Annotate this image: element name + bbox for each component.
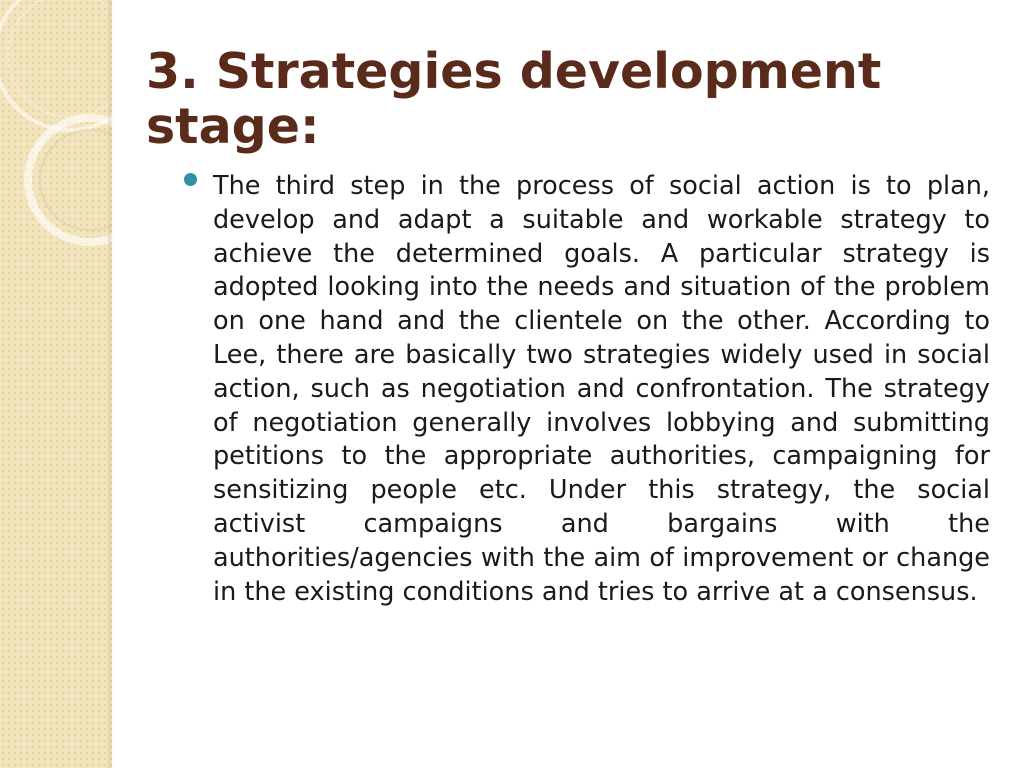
bullet-list xyxy=(180,170,990,609)
slide-title: 3. Strategies development stage: xyxy=(146,43,882,155)
side-panel-edge xyxy=(108,0,114,768)
bullet-item xyxy=(180,170,990,609)
decorative-side-panel xyxy=(0,0,112,768)
bullet-text: The third step in the process of social action is to plan, develop and adapt a suitable and workable strategy to achieve the determined goals. A particular strategy is adopted looking into the needs and situation of the problem on one hand and the clientele on the other. According to Lee, there are basically two strategies widely used in social action, such as negotiation and confrontation. The strategy of negotiation generally involves lobbying and submitting petitions to the appropriate authorities, campaigning for sensitizing people etc. Under this strategy, the social activist campaigns and bargains with the authorities/agencies with the aim of improvement or change in the existing conditions and tries to arrive at a consensus. xyxy=(213,171,990,607)
bullet-dot-icon xyxy=(184,173,197,186)
decorative-circles xyxy=(0,0,112,768)
